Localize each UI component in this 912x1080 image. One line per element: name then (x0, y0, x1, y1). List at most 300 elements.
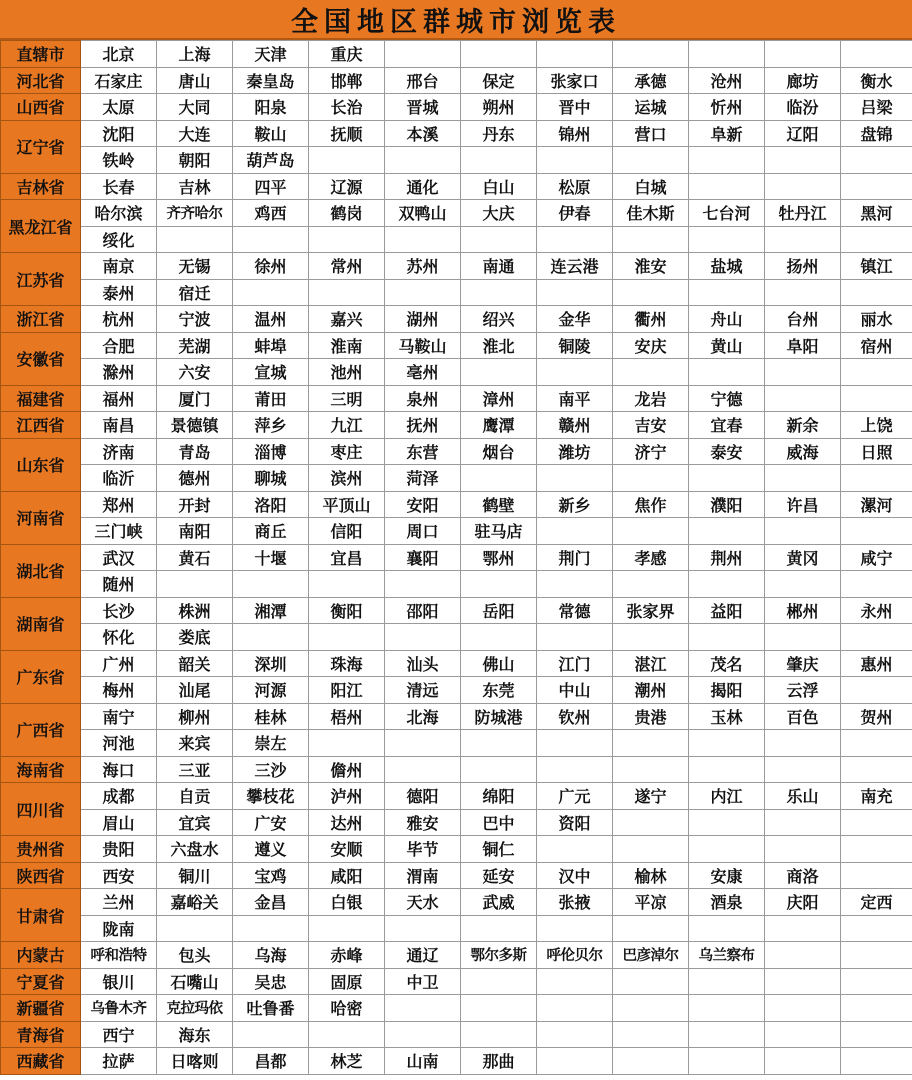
city-cell: 威海 (765, 438, 841, 465)
table-row (1, 624, 912, 651)
city-cell (461, 226, 537, 253)
city-cell: 安阳 (385, 491, 461, 518)
city-cell (841, 41, 912, 68)
city-cell (157, 226, 233, 253)
city-cell: 儋州 (309, 756, 385, 783)
province-label: 西藏省 (1, 1048, 81, 1075)
city-cell (765, 359, 841, 386)
table-row (1, 306, 912, 333)
city-cell (613, 518, 689, 545)
city-cell: 武威 (461, 889, 537, 916)
city-cell (537, 1021, 613, 1048)
province-label: 湖北省 (1, 544, 81, 597)
city-cell (537, 226, 613, 253)
city-cell: 三亚 (157, 756, 233, 783)
city-cell: 乌兰察布 (689, 942, 765, 969)
city-cell: 葫芦岛 (233, 147, 309, 174)
city-cell: 湘潭 (233, 597, 309, 624)
city-cell: 晋中 (537, 94, 613, 121)
city-cell: 阳泉 (233, 94, 309, 121)
city-cell (841, 942, 912, 969)
city-cell: 海口 (81, 756, 157, 783)
city-cell: 景德镇 (157, 412, 233, 439)
city-cell (765, 279, 841, 306)
table-row (1, 491, 912, 518)
city-cell: 临汾 (765, 94, 841, 121)
city-cell: 铜陵 (537, 332, 613, 359)
table-row (1, 915, 912, 942)
city-cell (537, 147, 613, 174)
city-cell (689, 279, 765, 306)
city-cell (309, 730, 385, 757)
city-cell: 贵港 (613, 703, 689, 730)
city-cell: 石家庄 (81, 67, 157, 94)
city-cell: 许昌 (765, 491, 841, 518)
city-cell: 岳阳 (461, 597, 537, 624)
city-cell: 鄂州 (461, 544, 537, 571)
city-cell (613, 41, 689, 68)
city-cell: 张家界 (613, 597, 689, 624)
city-cell (841, 173, 912, 200)
city-cell: 西安 (81, 862, 157, 889)
city-cell: 白山 (461, 173, 537, 200)
city-cell (537, 836, 613, 863)
province-label: 广西省 (1, 703, 81, 756)
city-cell: 襄阳 (385, 544, 461, 571)
table-row (1, 1048, 912, 1075)
city-cell: 酒泉 (689, 889, 765, 916)
city-cell: 广州 (81, 650, 157, 677)
city-cell (841, 730, 912, 757)
city-cell (461, 995, 537, 1022)
city-cell: 双鸭山 (385, 200, 461, 227)
city-cell (233, 571, 309, 598)
table-row (1, 1021, 912, 1048)
city-cell (461, 465, 537, 492)
city-cell: 滨州 (309, 465, 385, 492)
city-cell (537, 995, 613, 1022)
city-cell (689, 624, 765, 651)
city-cell: 佛山 (461, 650, 537, 677)
city-cell (537, 465, 613, 492)
city-cell: 牡丹江 (765, 200, 841, 227)
city-cell (841, 756, 912, 783)
city-cell: 七台河 (689, 200, 765, 227)
city-cell (765, 465, 841, 492)
city-cell: 定西 (841, 889, 912, 916)
city-cell (309, 279, 385, 306)
city-cell: 廊坊 (765, 67, 841, 94)
city-cell: 百色 (765, 703, 841, 730)
city-cell: 抚州 (385, 412, 461, 439)
city-cell (613, 624, 689, 651)
city-cell (537, 968, 613, 995)
city-cell: 运城 (613, 94, 689, 121)
table-row (1, 836, 912, 863)
city-cell: 广元 (537, 783, 613, 810)
city-cell: 湛江 (613, 650, 689, 677)
city-cell: 西宁 (81, 1021, 157, 1048)
table-row (1, 677, 912, 704)
city-cell: 淄博 (233, 438, 309, 465)
province-label: 江苏省 (1, 253, 81, 306)
city-cell (537, 1048, 613, 1075)
city-cell: 巴彦淖尔 (613, 942, 689, 969)
city-cell (689, 465, 765, 492)
city-cell (689, 915, 765, 942)
city-cell: 南充 (841, 783, 912, 810)
city-cell (233, 226, 309, 253)
city-cell: 陇南 (81, 915, 157, 942)
city-cell: 绵阳 (461, 783, 537, 810)
city-cell (765, 147, 841, 174)
city-cell: 平顶山 (309, 491, 385, 518)
city-cell (537, 756, 613, 783)
city-cell: 济宁 (613, 438, 689, 465)
city-cell: 赤峰 (309, 942, 385, 969)
city-cell: 台州 (765, 306, 841, 333)
city-cell: 南通 (461, 253, 537, 280)
city-cell: 本溪 (385, 120, 461, 147)
city-cell: 济南 (81, 438, 157, 465)
city-cell: 河池 (81, 730, 157, 757)
city-cell: 日照 (841, 438, 912, 465)
city-cell: 南京 (81, 253, 157, 280)
city-cell (537, 571, 613, 598)
city-cell: 萍乡 (233, 412, 309, 439)
city-cell (461, 359, 537, 386)
city-cell: 邯郸 (309, 67, 385, 94)
city-cell (537, 518, 613, 545)
city-cell: 青岛 (157, 438, 233, 465)
city-cell: 通辽 (385, 942, 461, 969)
city-cell (613, 836, 689, 863)
city-cell: 苏州 (385, 253, 461, 280)
city-cell: 濮阳 (689, 491, 765, 518)
city-cell (461, 147, 537, 174)
city-cell: 临沂 (81, 465, 157, 492)
city-cell (689, 730, 765, 757)
city-cell: 商丘 (233, 518, 309, 545)
city-cell (689, 995, 765, 1022)
city-cell (689, 41, 765, 68)
city-cell: 芜湖 (157, 332, 233, 359)
city-cell: 郴州 (765, 597, 841, 624)
city-cell (613, 571, 689, 598)
city-cell (461, 915, 537, 942)
city-cell: 六安 (157, 359, 233, 386)
city-cell (841, 359, 912, 386)
city-cell: 清远 (385, 677, 461, 704)
city-cell: 新余 (765, 412, 841, 439)
city-cell (461, 624, 537, 651)
city-cell: 重庆 (309, 41, 385, 68)
city-cell (385, 1021, 461, 1048)
city-cell: 梅州 (81, 677, 157, 704)
city-cell: 湖州 (385, 306, 461, 333)
table-row (1, 359, 912, 386)
city-cell: 菏泽 (385, 465, 461, 492)
city-cell: 丹东 (461, 120, 537, 147)
city-cell: 漳州 (461, 385, 537, 412)
city-cell: 盐城 (689, 253, 765, 280)
table-row (1, 147, 912, 174)
city-cell: 朔州 (461, 94, 537, 121)
city-cell (385, 279, 461, 306)
table-row (1, 968, 912, 995)
city-cell: 张家口 (537, 67, 613, 94)
city-cell: 宝鸡 (233, 862, 309, 889)
city-cell (841, 279, 912, 306)
city-cell (613, 915, 689, 942)
city-cell: 吐鲁番 (233, 995, 309, 1022)
province-label: 新疆省 (1, 995, 81, 1022)
city-cell: 揭阳 (689, 677, 765, 704)
city-cell: 淮安 (613, 253, 689, 280)
city-cell: 宁波 (157, 306, 233, 333)
province-label: 陕西省 (1, 862, 81, 889)
city-cell: 山南 (385, 1048, 461, 1075)
city-cell (689, 359, 765, 386)
city-cell: 乌鲁木齐 (81, 995, 157, 1022)
city-cell (613, 465, 689, 492)
city-cell (841, 809, 912, 836)
city-cell (689, 809, 765, 836)
city-cell (841, 1021, 912, 1048)
city-cell (461, 571, 537, 598)
city-cell: 中山 (537, 677, 613, 704)
table-row (1, 173, 912, 200)
table-row (1, 756, 912, 783)
city-cell (841, 995, 912, 1022)
city-cell: 郑州 (81, 491, 157, 518)
city-cell: 洛阳 (233, 491, 309, 518)
city-cell: 怀化 (81, 624, 157, 651)
city-cell (233, 915, 309, 942)
city-cell: 伊春 (537, 200, 613, 227)
city-cell: 泰安 (689, 438, 765, 465)
city-cell (309, 147, 385, 174)
city-cell: 宜昌 (309, 544, 385, 571)
province-label: 青海省 (1, 1021, 81, 1048)
city-cell: 承德 (613, 67, 689, 94)
city-cell: 厦门 (157, 385, 233, 412)
table-row (1, 889, 912, 916)
table-row (1, 412, 912, 439)
city-cell: 石嘴山 (157, 968, 233, 995)
city-cell: 广安 (233, 809, 309, 836)
city-cell: 崇左 (233, 730, 309, 757)
province-label: 河南省 (1, 491, 81, 544)
city-cell (613, 226, 689, 253)
city-cell: 通化 (385, 173, 461, 200)
page-title: 全国地区群城市浏览表 (0, 0, 912, 40)
city-cell: 雅安 (385, 809, 461, 836)
city-cell: 北海 (385, 703, 461, 730)
table-row (1, 783, 912, 810)
city-cell: 营口 (613, 120, 689, 147)
city-cell: 鹤岗 (309, 200, 385, 227)
city-cell: 松原 (537, 173, 613, 200)
city-cell (765, 968, 841, 995)
province-label: 山东省 (1, 438, 81, 491)
city-cell: 聊城 (233, 465, 309, 492)
city-cell: 黑河 (841, 200, 912, 227)
city-cell (689, 968, 765, 995)
city-cell: 唐山 (157, 67, 233, 94)
city-cell: 乌海 (233, 942, 309, 969)
city-cell: 贺州 (841, 703, 912, 730)
city-cell: 大庆 (461, 200, 537, 227)
city-cell: 自贡 (157, 783, 233, 810)
city-cell: 鹰潭 (461, 412, 537, 439)
city-cell: 株洲 (157, 597, 233, 624)
city-cell (841, 836, 912, 863)
city-cell: 眉山 (81, 809, 157, 836)
table-row (1, 809, 912, 836)
table-row (1, 279, 912, 306)
city-cell: 乐山 (765, 783, 841, 810)
city-cell (765, 385, 841, 412)
city-cell: 宿迁 (157, 279, 233, 306)
city-cell (841, 147, 912, 174)
table-row (1, 41, 912, 68)
city-cell (841, 915, 912, 942)
city-cell (309, 624, 385, 651)
province-label: 黑龙江省 (1, 200, 81, 253)
city-cell: 马鞍山 (385, 332, 461, 359)
city-cell: 荆州 (689, 544, 765, 571)
city-cell (841, 1048, 912, 1075)
city-cell: 拉萨 (81, 1048, 157, 1075)
city-cell: 娄底 (157, 624, 233, 651)
city-cell: 内江 (689, 783, 765, 810)
city-cell: 潍坊 (537, 438, 613, 465)
city-cell (765, 173, 841, 200)
table-row (1, 942, 912, 969)
city-cell: 克拉玛依 (157, 995, 233, 1022)
city-cell: 辽阳 (765, 120, 841, 147)
city-cell (461, 279, 537, 306)
city-cell: 咸阳 (309, 862, 385, 889)
city-cell: 鹤壁 (461, 491, 537, 518)
table-row (1, 544, 912, 571)
city-cell: 池州 (309, 359, 385, 386)
city-cell: 资阳 (537, 809, 613, 836)
city-cell (765, 226, 841, 253)
province-label: 辽宁省 (1, 120, 81, 173)
city-cell: 亳州 (385, 359, 461, 386)
city-cell (537, 279, 613, 306)
city-cell (157, 571, 233, 598)
province-label: 内蒙古 (1, 942, 81, 969)
city-cell: 兰州 (81, 889, 157, 916)
city-cell: 延安 (461, 862, 537, 889)
table-row (1, 94, 912, 121)
city-cell (765, 942, 841, 969)
city-cell: 榆林 (613, 862, 689, 889)
city-cell (385, 624, 461, 651)
city-cell (537, 915, 613, 942)
city-cell: 孝感 (613, 544, 689, 571)
city-cell: 梧州 (309, 703, 385, 730)
city-cell: 赣州 (537, 412, 613, 439)
table-row (1, 465, 912, 492)
city-cell (841, 624, 912, 651)
city-cell: 朝阳 (157, 147, 233, 174)
city-cell (461, 756, 537, 783)
city-cell (157, 915, 233, 942)
city-cell: 阳江 (309, 677, 385, 704)
city-cell: 北京 (81, 41, 157, 68)
city-cell: 滁州 (81, 359, 157, 386)
city-cell: 天水 (385, 889, 461, 916)
city-cell: 新乡 (537, 491, 613, 518)
city-cell: 鄂尔多斯 (461, 942, 537, 969)
city-cell: 益阳 (689, 597, 765, 624)
city-cell (765, 809, 841, 836)
city-cell (385, 147, 461, 174)
city-cell: 张掖 (537, 889, 613, 916)
city-cell: 达州 (309, 809, 385, 836)
city-cell (613, 756, 689, 783)
city-cell: 银川 (81, 968, 157, 995)
city-cell: 衡水 (841, 67, 912, 94)
city-cell (613, 147, 689, 174)
city-cell (841, 571, 912, 598)
city-cell (689, 1021, 765, 1048)
city-cell: 九江 (309, 412, 385, 439)
city-cell: 锦州 (537, 120, 613, 147)
city-cell: 德州 (157, 465, 233, 492)
city-cell (841, 862, 912, 889)
province-label: 江西省 (1, 412, 81, 439)
table-row (1, 438, 912, 465)
city-cell: 泉州 (385, 385, 461, 412)
city-cell: 遂宁 (613, 783, 689, 810)
city-cell: 长治 (309, 94, 385, 121)
province-label: 广东省 (1, 650, 81, 703)
city-cell: 包头 (157, 942, 233, 969)
city-cell: 云浮 (765, 677, 841, 704)
city-cell (613, 1021, 689, 1048)
province-label: 海南省 (1, 756, 81, 783)
city-cell: 绥化 (81, 226, 157, 253)
city-cell: 宜春 (689, 412, 765, 439)
city-cell: 四平 (233, 173, 309, 200)
city-cell: 福州 (81, 385, 157, 412)
city-cell: 三门峡 (81, 518, 157, 545)
city-cell: 遵义 (233, 836, 309, 863)
city-cell: 呼和浩特 (81, 942, 157, 969)
city-cell: 合肥 (81, 332, 157, 359)
city-cell: 宣城 (233, 359, 309, 386)
city-cell (613, 995, 689, 1022)
city-cell: 十堰 (233, 544, 309, 571)
city-cell: 嘉兴 (309, 306, 385, 333)
city-cell (385, 915, 461, 942)
city-cell: 莆田 (233, 385, 309, 412)
city-cell: 邢台 (385, 67, 461, 94)
city-cell: 南阳 (157, 518, 233, 545)
city-cell (765, 571, 841, 598)
city-cell: 毕节 (385, 836, 461, 863)
province-label: 直辖市 (1, 41, 81, 68)
city-cell: 咸宁 (841, 544, 912, 571)
city-cell: 汕尾 (157, 677, 233, 704)
province-label: 河北省 (1, 67, 81, 94)
table-row (1, 120, 912, 147)
